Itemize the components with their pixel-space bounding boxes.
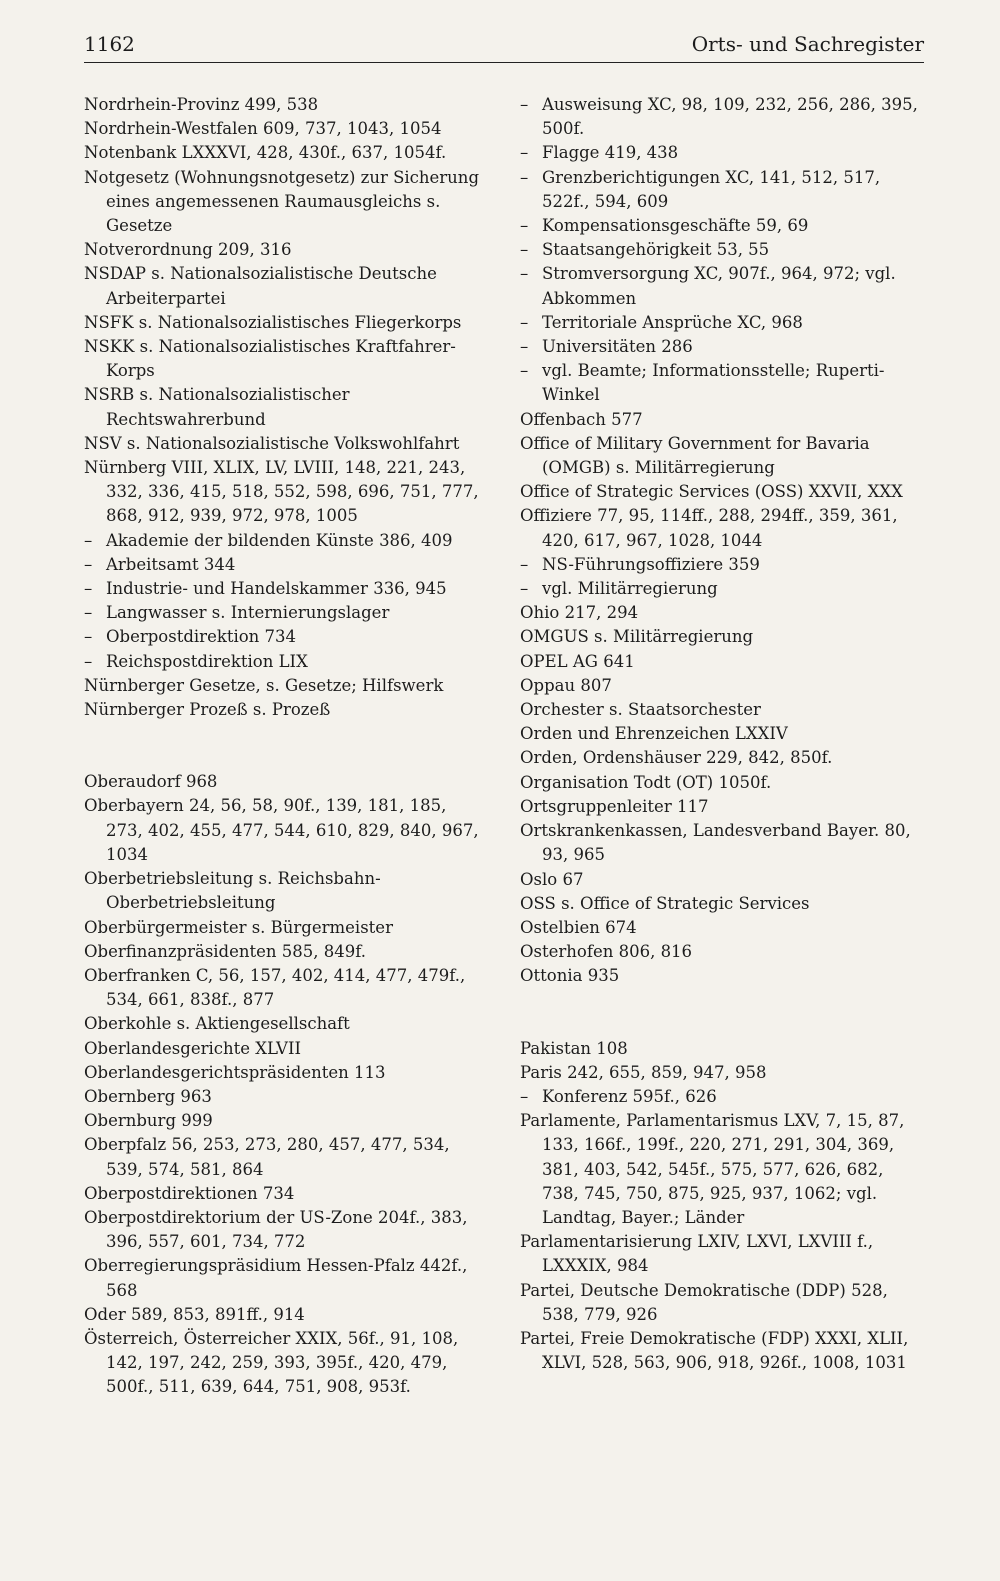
entry-text: Notverordnung 209, 316	[84, 240, 292, 260]
entry-text: NS-Führungsoffiziere 359	[542, 554, 760, 574]
index-entry	[84, 698, 484, 722]
index-entry	[84, 238, 484, 262]
index-entry	[520, 1109, 920, 1230]
subentry-dash: –	[520, 95, 529, 114]
running-title: Orts- und Sachregister	[691, 32, 924, 56]
entry-text: Notgesetz (Wohnungsnotgesetz) zur Sicherung eines angemessenen Raumausgleichs s. Gesetze	[84, 167, 480, 236]
entry-text: Kompensationsgeschäfte 59, 69	[542, 216, 809, 236]
subentry-dash: –	[84, 554, 93, 574]
entry-text: Orchester s. Staatsorchester	[520, 700, 761, 720]
subentry-dash: –	[520, 337, 529, 357]
entry-text: Parlamentarisierung LXIV, LXVI, LXVIII f., LXXXIX, 984	[520, 1232, 874, 1276]
index-entry	[520, 746, 920, 770]
entry-text: Nürnberger Gesetze, s. Gesetze; Hilfswerk	[84, 675, 444, 695]
entry-text: Langwasser s. Internierungslager	[106, 603, 390, 623]
index-subentry	[520, 214, 920, 238]
entry-text: Office of Military Government for Bavaria (OMGB) s. Militärregierung	[520, 433, 870, 478]
subentry-dash: –	[84, 603, 93, 623]
page-number: 1162	[84, 32, 135, 56]
index-entry	[520, 432, 920, 480]
index-entry	[84, 1182, 484, 1206]
entry-text: Oberlandesgerichtspräsidenten 113	[84, 1062, 386, 1082]
index-entry	[84, 93, 484, 117]
index-subentry	[520, 359, 920, 407]
index-entry	[520, 795, 920, 819]
index-entry	[84, 262, 484, 310]
index-subentry	[84, 650, 484, 674]
entry-text: NSRB s. Nationalsozialistischer Rechtswahrerbund	[84, 385, 350, 429]
index-entry	[84, 674, 484, 698]
entry-text: Oberbürgermeister s. Bürgermeister	[84, 917, 393, 937]
entry-text: Ottonia 935	[520, 966, 620, 986]
index-entry	[520, 650, 920, 674]
index-entry	[520, 964, 920, 988]
index-entry	[520, 916, 920, 940]
index-entry	[84, 940, 484, 964]
subentry-dash: –	[84, 579, 93, 599]
entry-text: Ortskrankenkassen, Landesverband Bayer. 80, 93, 965	[520, 821, 911, 865]
entry-text: Reichspostdirektion LIX	[106, 651, 308, 671]
index-entry	[84, 1133, 484, 1181]
entry-text: Orden und Ehrenzeichen LXXIV	[520, 724, 788, 744]
entry-text: Nordrhein-Provinz 499, 538	[84, 95, 319, 114]
index-column-right	[520, 93, 920, 1375]
index-subentry	[520, 311, 920, 335]
subentry-dash: –	[520, 264, 529, 284]
entry-text: vgl. Beamte; Informationsstelle; Ruperti-Winkel	[542, 361, 885, 405]
subentry-dash: –	[520, 143, 529, 163]
entry-text: Oberkohle s. Aktiengesellschaft	[84, 1014, 350, 1034]
entry-text: Akademie der bildenden Künste 386, 409	[106, 530, 453, 550]
entry-text: OMGUS s. Militärregierung	[520, 627, 754, 647]
subentry-dash: –	[520, 167, 529, 187]
entry-text: OPEL AG 641	[520, 651, 635, 671]
entry-text: Orden, Ordenshäuser 229, 842, 850f.	[520, 748, 833, 768]
index-entry	[520, 674, 920, 698]
index-subentry	[84, 553, 484, 577]
subentry-dash: –	[520, 1086, 529, 1106]
index-entry	[84, 770, 484, 794]
index-entry	[520, 819, 920, 867]
entry-text: Notenbank LXXXVI, 428, 430f., 637, 1054f.	[84, 143, 447, 163]
index-entry	[84, 1012, 484, 1036]
entry-text: Office of Strategic Services (OSS) XXVII, XXX	[520, 482, 903, 502]
entry-text: Partei, Deutsche Demokratische (DDP) 528, 538, 779, 926	[520, 1280, 888, 1324]
index-entry	[520, 940, 920, 964]
index-entry	[520, 868, 920, 892]
entry-text: Oslo 67	[520, 869, 584, 889]
index-subentry	[520, 93, 920, 141]
entry-text: Nürnberger Prozeß s. Prozeß	[84, 700, 331, 720]
index-subentry	[520, 553, 920, 577]
entry-text: Oberpostdirektion 734	[106, 627, 297, 647]
subentry-dash: –	[84, 627, 93, 647]
index-entry	[84, 1254, 484, 1302]
index-entry	[84, 166, 484, 239]
entry-text: Ohio 217, 294	[520, 603, 639, 623]
entry-text: Universitäten 286	[542, 337, 693, 357]
index-entry	[84, 335, 484, 383]
entry-text: Oberregierungspräsidium Hessen-Pfalz 442f., 568	[84, 1256, 468, 1300]
entry-text: Osterhofen 806, 816	[520, 942, 693, 962]
entry-text: Partei, Freie Demokratische (FDP) XXXI, XLII, XLVI, 528, 563, 906, 918, 926f., 1008, 1031	[520, 1328, 909, 1373]
entry-text: Offenbach 577	[520, 409, 643, 429]
entry-text: NSV s. Nationalsozialistische Volkswohlfahrt	[84, 433, 460, 453]
entry-text: Oberlandesgerichte XLVII	[84, 1038, 301, 1058]
entry-text: Parlamente, Parlamentarismus LXV, 7, 15, 87, 133, 166f., 199f., 220, 271, 291, 304, 369, 381, 403, 542, 545f., 575, 577, 626, 682, 738, 745, 750, 875, 925, 937, 1062; vgl. Landtag, Bayer.; Länder	[520, 1111, 905, 1227]
index-subentry	[520, 141, 920, 165]
index-entry	[520, 771, 920, 795]
subentry-dash: –	[520, 216, 529, 236]
entry-text: Arbeitsamt 344	[106, 554, 236, 574]
entry-text: Industrie- und Handelskammer 336, 945	[106, 579, 447, 599]
entry-text: Obernberg 963	[84, 1086, 212, 1106]
index-subentry	[520, 335, 920, 359]
index-entry	[84, 383, 484, 431]
subentry-dash: –	[520, 579, 529, 599]
index-entry	[84, 964, 484, 1012]
entry-text: Oberaudorf 968	[84, 772, 218, 792]
entry-text: Organisation Todt (OT) 1050f.	[520, 772, 772, 792]
index-entry	[84, 432, 484, 456]
index-entry	[84, 1303, 484, 1327]
section-gap	[520, 989, 920, 1037]
index-subentry	[520, 166, 920, 214]
index-entry	[84, 311, 484, 335]
index-subentry	[520, 238, 920, 262]
entry-text: OSS s. Office of Strategic Services	[520, 893, 810, 913]
entry-text: Ortsgruppenleiter 117	[520, 796, 709, 816]
index-subentry	[520, 577, 920, 601]
index-entry	[520, 722, 920, 746]
entry-text: Nürnberg VIII, XLIX, LV, LVIII, 148, 221, 243, 332, 336, 415, 518, 552, 598, 696, 751, 777, 868, 912, 939, 972, 978, 1005	[84, 458, 479, 526]
index-entry	[84, 456, 484, 529]
subentry-dash: –	[84, 530, 93, 550]
index-entry	[520, 1327, 920, 1375]
index-subentry	[84, 529, 484, 553]
index-entry	[520, 408, 920, 432]
entry-text: Oberpfalz 56, 253, 273, 280, 457, 477, 534, 539, 574, 581, 864	[84, 1135, 450, 1179]
entry-text: NSKK s. Nationalsozialistisches Kraftfahrer-Korps	[84, 337, 456, 381]
index-entry	[520, 1279, 920, 1327]
entry-text: Nordrhein-Westfalen 609, 737, 1043, 1054	[84, 119, 442, 139]
index-subentry	[84, 577, 484, 601]
index-entry	[520, 1230, 920, 1278]
index-subentry	[520, 262, 920, 310]
entry-text: vgl. Militärregierung	[542, 579, 718, 599]
subentry-dash: –	[84, 651, 93, 671]
entry-text: NSDAP s. Nationalsozialistische Deutsche Arbeiterpartei	[84, 264, 437, 308]
entry-text: Oberpostdirektorium der US-Zone 204f., 383, 396, 557, 601, 734, 772	[84, 1207, 468, 1252]
section-gap	[84, 722, 484, 770]
subentry-dash: –	[520, 312, 529, 332]
entry-text: Oppau 807	[520, 675, 612, 695]
index-entry	[84, 1206, 484, 1254]
index-entry	[84, 794, 484, 867]
index-entry	[84, 1327, 484, 1400]
entry-text: Oberbayern 24, 56, 58, 90f., 139, 181, 185, 273, 402, 455, 477, 544, 610, 829, 840, 967, 1034	[84, 796, 479, 864]
index-entry	[84, 916, 484, 940]
entry-text: Ausweisung XC, 98, 109, 232, 256, 286, 395, 500f.	[542, 95, 918, 139]
entry-text: Oberbetriebsleitung s. Reichsbahn-Oberbetriebsleitung	[84, 869, 381, 913]
entry-text: Staatsangehörigkeit 53, 55	[542, 240, 770, 260]
entry-text: Paris 242, 655, 859, 947, 958	[520, 1062, 767, 1082]
index-entry	[520, 504, 920, 552]
index-entry	[84, 1061, 484, 1085]
entry-text: Flagge 419, 438	[542, 143, 679, 163]
index-entry	[520, 1061, 920, 1085]
index-entry	[520, 698, 920, 722]
index-entry	[84, 1109, 484, 1133]
index-entry	[520, 1037, 920, 1061]
index-entry	[84, 1037, 484, 1061]
subentry-dash: –	[520, 240, 529, 260]
entry-text: Offiziere 77, 95, 114ff., 288, 294ff., 359, 361, 420, 617, 967, 1028, 1044	[520, 506, 898, 550]
entry-text: Ostelbien 674	[520, 917, 637, 937]
entry-text: Oberpostdirektionen 734	[84, 1183, 295, 1203]
index-entry	[84, 867, 484, 915]
index-subentry	[84, 625, 484, 649]
index-subentry	[520, 1085, 920, 1109]
index-entry	[84, 1085, 484, 1109]
index-entry	[520, 625, 920, 649]
entry-text: Konferenz 595f., 626	[542, 1086, 717, 1106]
index-column-left	[84, 93, 484, 1400]
entry-text: Stromversorgung XC, 907f., 964, 972; vgl. Abkommen	[542, 264, 896, 308]
entry-text: Grenzberichtigungen XC, 141, 512, 517, 522f., 594, 609	[542, 167, 881, 211]
index-entry	[520, 480, 920, 504]
entry-text: Obernburg 999	[84, 1111, 213, 1131]
entry-text: Pakistan 108	[520, 1038, 628, 1058]
entry-text: Oder 589, 853, 891ff., 914	[84, 1304, 305, 1324]
entry-text: Territoriale Ansprüche XC, 968	[542, 312, 803, 332]
index-subentry	[84, 601, 484, 625]
subentry-dash: –	[520, 554, 529, 574]
entry-text: Österreich, Österreicher XXIX, 56f., 91, 108, 142, 197, 242, 259, 393, 395f., 420, 479, 500f., 511, 639, 644, 751, 908, 953f.	[84, 1328, 459, 1397]
index-entry	[84, 117, 484, 141]
index-entry	[520, 601, 920, 625]
entry-text: Oberfranken C, 56, 157, 402, 414, 477, 479f., 534, 661, 838f., 877	[84, 965, 466, 1010]
index-entry	[520, 892, 920, 916]
subentry-dash: –	[520, 361, 529, 381]
entry-text: Oberfinanzpräsidenten 585, 849f.	[84, 941, 367, 961]
page-header	[84, 28, 924, 63]
index-entry	[84, 141, 484, 165]
entry-text: NSFK s. Nationalsozialistisches Fliegerkorps	[84, 312, 462, 332]
